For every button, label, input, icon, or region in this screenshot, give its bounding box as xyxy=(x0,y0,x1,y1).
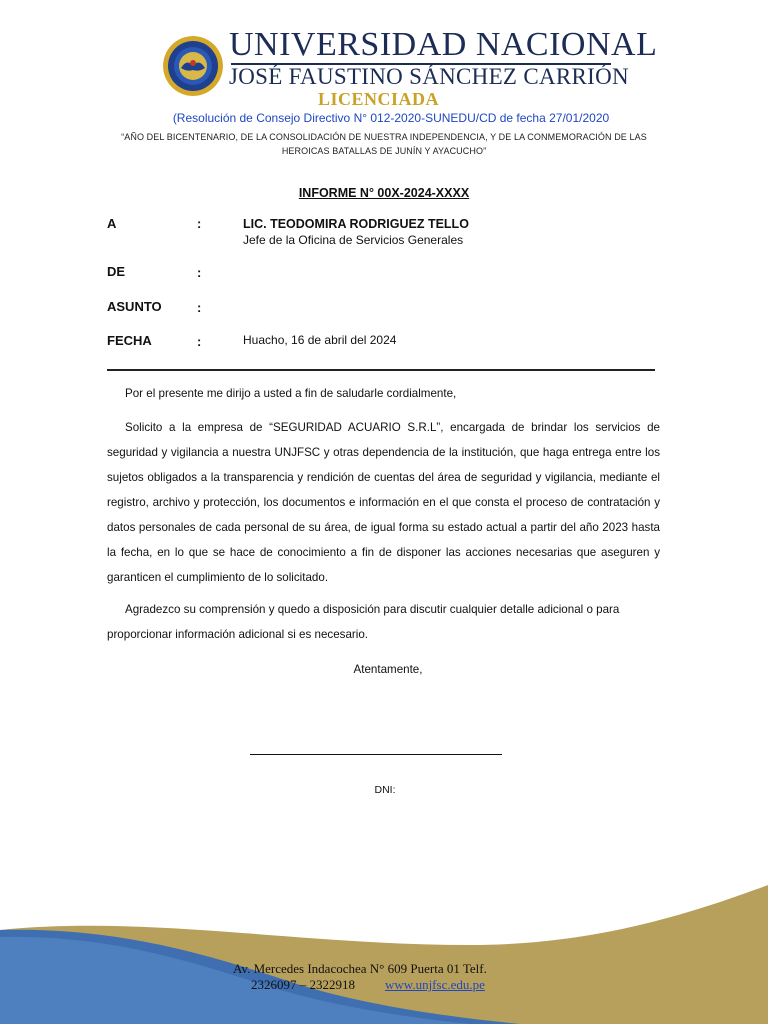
thanks-paragraph: Agradezco su comprensión y quedo a disposición para discutir cualquier detalle adicional o para proporcionar información adicional si es necesario. xyxy=(107,603,620,641)
recipient-name: LIC. TEODOMIRA RODRIGUEZ TELLO xyxy=(243,217,469,231)
university-name-line1: UNIVERSIDAD NACIONAL xyxy=(229,26,658,63)
field-colon-from: : xyxy=(197,265,202,280)
footer-wave-graphic xyxy=(0,875,768,1024)
greeting-paragraph: Por el presente me dirijo a usted a fin de saludarle cordialmente, xyxy=(125,387,457,400)
closing-text: Atentamente, xyxy=(353,663,423,676)
footer-address: Av. Mercedes Indacochea N° 609 Puerta 01 Telf. xyxy=(233,961,487,976)
footer-phones: 2326097 – 2322918 xyxy=(251,977,355,992)
header-divider xyxy=(107,369,655,371)
field-label-subject: ASUNTO xyxy=(107,299,162,314)
university-seal-icon xyxy=(163,36,223,96)
dni-label: DNI: xyxy=(374,784,396,796)
field-label-to: A xyxy=(107,216,117,231)
university-name-line2: JOSÉ FAUSTINO SÁNCHEZ CARRIÓN xyxy=(229,64,629,89)
recipient-position: Jefe de la Oficina de Servicios Generales xyxy=(243,233,464,247)
field-colon-date: : xyxy=(197,334,202,349)
field-colon-to: : xyxy=(197,216,202,231)
year-motto: “AÑO DEL BICENTENARIO, DE LA CONSOLIDACIÓN DE NUESTRA INDEPENDENCIA, Y DE LA CONMEMORACIÓN DE LAS HEROICAS BATALLAS DE JUNÍN Y AYACUCHO” xyxy=(121,132,647,156)
date-value: Huacho, 16 de abril del 2024 xyxy=(243,333,397,347)
field-label-date: FECHA xyxy=(107,333,152,348)
field-label-from: DE xyxy=(107,264,126,279)
field-colon-subject: : xyxy=(197,300,202,315)
report-title: INFORME N° 00X-2024-XXXX xyxy=(298,186,470,200)
signature-line xyxy=(250,754,502,755)
website-link[interactable]: www.unjfsc.edu.pe xyxy=(385,977,485,992)
licenciada-badge: LICENCIADA xyxy=(318,89,440,109)
request-paragraph: Solicito a la empresa de “SEGURIDAD ACUARIO S.R.L”, encargada de brindar los servicios de seguridad y vigilancia a nuestra UNJFSC y otras dependencia de la institución, que haga entrega entre los sujetos obligados a la transparencia y rendición de cuentas del área de seguridad y vigilancia, mediante el registro, archivo y protección, los documentos e información en el que consta el proceso de contratación y datos personales de cada personal de su área, de igual forma su estado actual a partir del año 2023 hasta la fecha, en lo que se hace de conocimiento a fin de disponer las acciones necesarias que aseguren y garanticen el cumplimiento de lo solicitado. xyxy=(107,421,660,584)
resolution-line: (Resolución de Consejo Directivo N° 012-2020-SUNEDU/CD de fecha 27/01/2020 xyxy=(172,111,610,125)
